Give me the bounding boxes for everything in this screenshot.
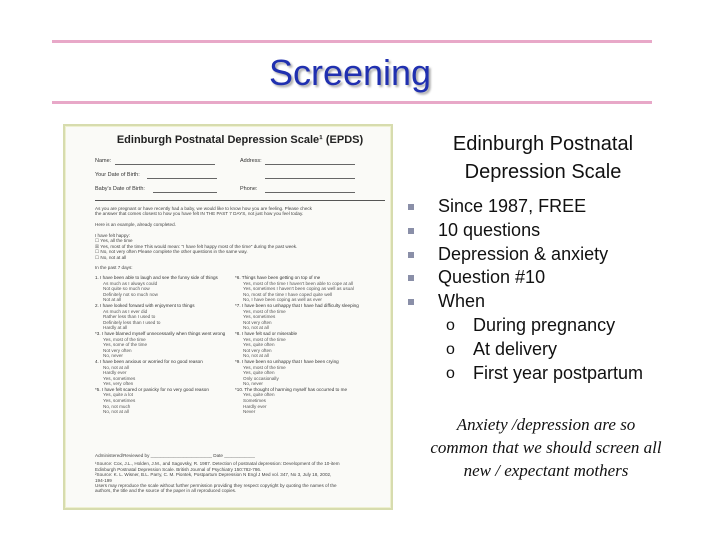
form-footer: Administered/Reviewed by ________________________ Date ____________ ¹Source: Cox, J.L., Holden, J.M., and Sagovsky, R. 1987. Detection of postnatal depression: Development of the 10-item Edinburgh Postnatal Depression Scale. British Journal of Psychiatry 150:782-786. ²Source: K. L. Wisner, B.L. Parry, C. M. Piontek, Postpartum Depression N Engl J Med vol. 347, No 3, July 18, 2002, 194-199 Users may reproduce the scale without further permission providing they respect copyright by quoting the names of the authors, the title and the source of the paper in all reproduced copies. bbox=[95, 453, 340, 494]
phone-line bbox=[265, 192, 355, 193]
circle-bullet-icon: o bbox=[446, 316, 455, 334]
address-line bbox=[265, 164, 355, 165]
questions-right: *6. Things have been getting on top of me Yes, most of the time I haven't been able to cope at all Yes, sometimes I haven't been coping as well as usual No, most of the time I have coped quite well No, I have been coping as well as ever *7. I have been so unhappy that I have had difficulty sleeping Yes, most of the time Yes, sometimes Not very often No, not at all *8. I have felt sad or miserable Yes, most of the time Yes, quite often Not very often No, not at all *9. I have been so unhappy that I have been crying Yes, most of the time Yes, quite often Only occasionally No, never *10. The thought of harming myself has occurred to me Yes, quite often Sometimes Hardly ever Never bbox=[235, 275, 359, 415]
address-label: Address: bbox=[240, 158, 262, 164]
epds-form-image bbox=[63, 124, 393, 510]
heading-line-1: Edinburgh Postnatal bbox=[452, 133, 634, 155]
bottom-divider bbox=[52, 101, 652, 104]
square-bullet-icon bbox=[408, 275, 414, 281]
circle-bullet-icon: o bbox=[446, 364, 455, 382]
square-bullet-icon bbox=[408, 228, 414, 234]
square-bullet-icon bbox=[408, 299, 414, 305]
square-bullet-icon bbox=[408, 204, 414, 210]
address-line-2 bbox=[265, 178, 355, 179]
sub-bullet-item: o At delivery bbox=[408, 338, 698, 362]
phone-label: Phone: bbox=[240, 186, 258, 192]
name-label: Name: bbox=[95, 158, 112, 164]
square-bullet-icon bbox=[408, 252, 414, 258]
name-line bbox=[115, 164, 215, 165]
sub-bullet-item: o During pregnancy bbox=[408, 314, 698, 338]
bullet-item: Depression & anxiety bbox=[408, 243, 698, 267]
bullet-item: When bbox=[408, 290, 698, 314]
dob-label: Your Date of Birth: bbox=[95, 172, 140, 178]
bullet-list bbox=[408, 195, 698, 385]
intro-text: As you are pregnant or have recently had a baby, we would like to know how you are feeling. Please check the answer that comes closest to how you have felt IN THE PAST 7 DAYS, not just how you feel today. Here is an example, already completed. I have felt happy: ☐ Yes, all the time ☒ Yes, most of the time This would mean: "I have felt happy most of the time" during the past week. ☐ No, not very often Please complete the other questions in the same way. ☐ No, not at all In the past 7 days: bbox=[95, 206, 312, 271]
sub-bullet-item: o First year postpartum bbox=[408, 362, 698, 386]
slide-title: Screening bbox=[268, 52, 432, 93]
form-title: Edinburgh Postnatal Depression Scale¹ (EPDS) bbox=[116, 134, 364, 146]
epds-heading bbox=[408, 130, 678, 186]
bullet-item: Question #10 bbox=[408, 266, 698, 290]
baby-dob-line bbox=[153, 192, 217, 193]
heading-line-2: Depression Scale bbox=[464, 161, 622, 183]
circle-bullet-icon: o bbox=[446, 340, 455, 358]
screening-quote: Anxiety /depression are so common that we should screen all new / expectant mothers bbox=[430, 415, 662, 480]
form-divider bbox=[95, 200, 385, 201]
bullet-item: 10 questions bbox=[408, 219, 698, 243]
dob-line bbox=[147, 178, 217, 179]
questions-left: 1. I have been able to laugh and see the funny side of things As much as I always could Not quite so much now Definitely not so much now Not at all 2. I have looked forward with enjoyment to things As much as I ever did Rather less than I used to Definitely less than I used to Hardly at all *3. I have blamed myself unnecessarily when things went wrong Yes, most of the time Yes, some of the time Not very often No, never 4. I have been anxious or worried for no good reason No, not at all Hardly ever Yes, sometimes Yes, very often *5. I have felt scared or panicky for no very good reason Yes, quite a lot Yes, sometimes No, not much No, not at all bbox=[95, 275, 226, 415]
top-divider bbox=[52, 40, 652, 43]
epds-form bbox=[95, 134, 385, 504]
bullet-item: Since 1987, FREE bbox=[408, 195, 698, 219]
baby-dob-label: Baby's Date of Birth: bbox=[95, 186, 145, 192]
